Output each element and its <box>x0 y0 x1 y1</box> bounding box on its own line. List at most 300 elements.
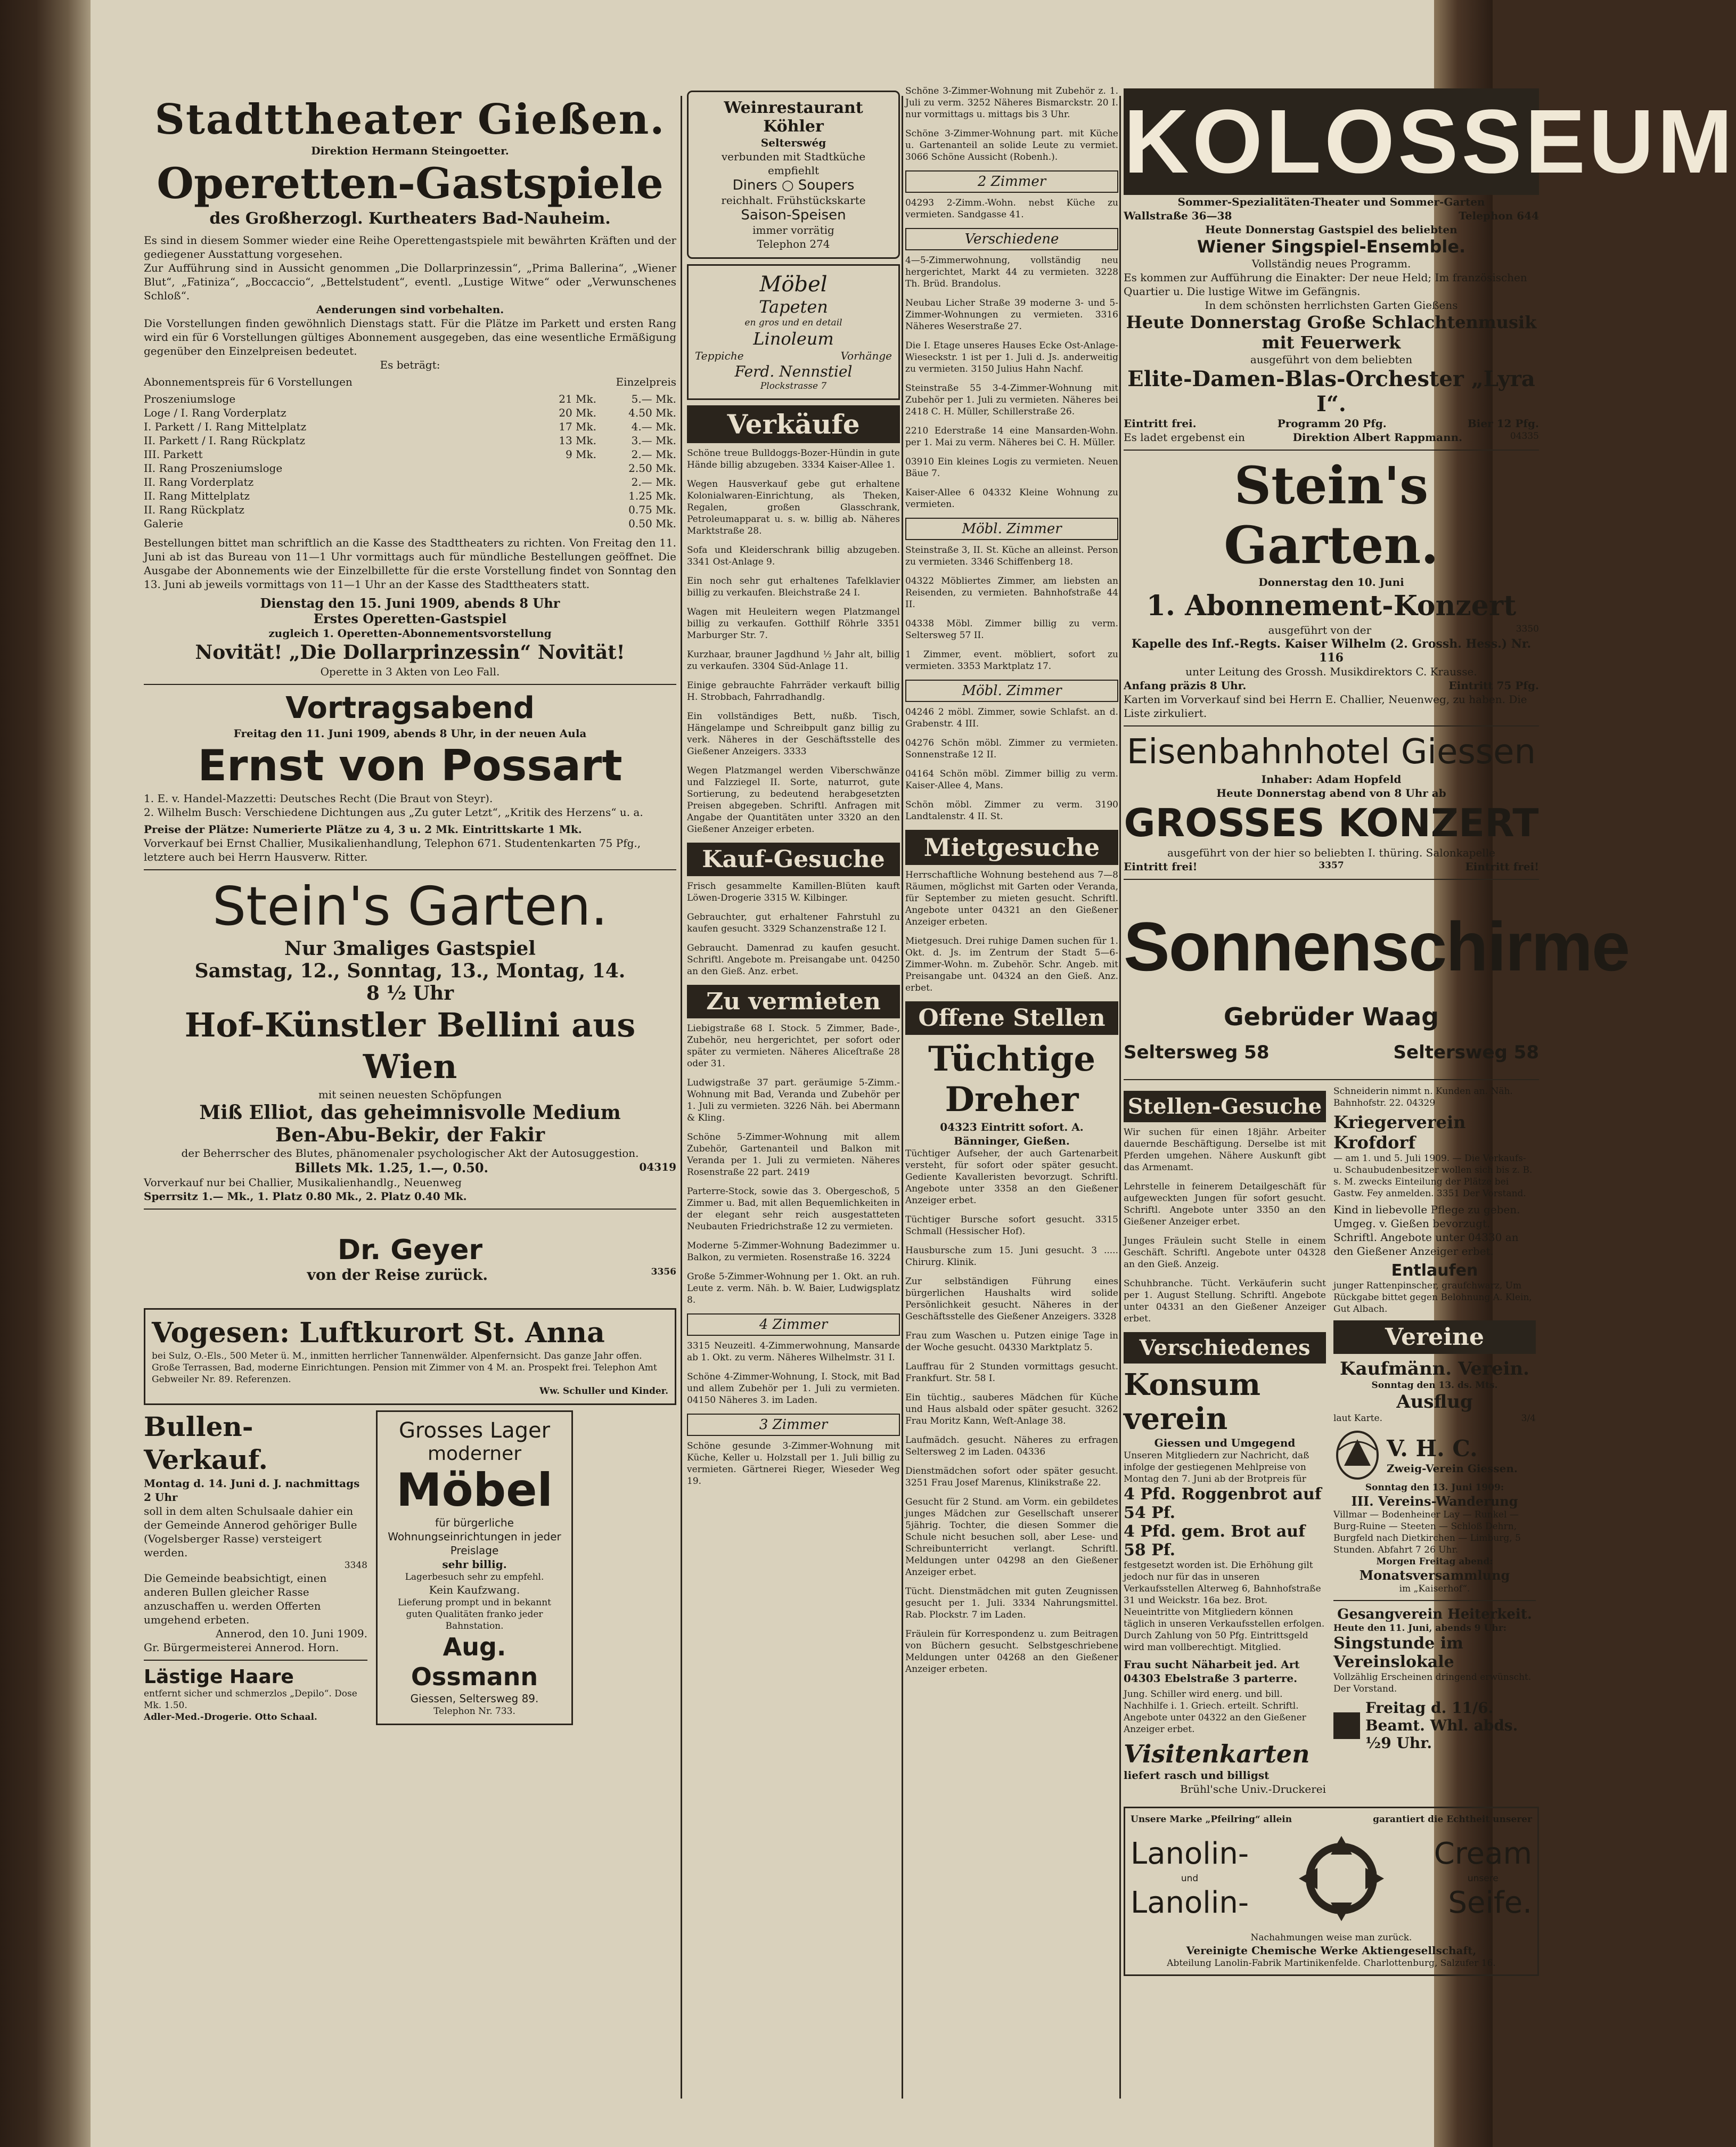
vhc-title: V. H. C. <box>1387 1435 1478 1462</box>
moebl2-header: Möbl. Zimmer <box>905 680 1118 702</box>
price-head-left: Abonnementspreis für 6 Vorstellungen <box>144 375 353 388</box>
kolosseum-bier: Bier 12 Pfg. <box>1467 417 1539 430</box>
moebel-l2: Tapeten <box>759 297 828 317</box>
price-row <box>144 447 676 461</box>
price-row <box>144 406 676 420</box>
kaufm-b: laut Karte. <box>1333 1413 1383 1424</box>
price-row <box>144 420 676 434</box>
price-seat: II. Rang Proszeniumsloge <box>144 462 283 475</box>
haare-title: Lästige Haare <box>144 1666 294 1688</box>
vhc-sub: Zweig-Verein Giessen. <box>1387 1462 1518 1475</box>
vogesen-title: Vogesen: Luftkurort St. Anna <box>152 1317 605 1349</box>
classified-item: Wegen Platzmangel werden Viberschwänze und Falzziegel II. Sorte, naturrot, gute Sortierung, zu bedeutend herabgesetzten Preisen abgegeben. Schriftl. Anfragen mit Angabe der Quantitäten unter 3320 an den Gießener Anzeiger erbeten. <box>687 765 900 835</box>
kolosseum-prog: Vollständig neues Programm. <box>1251 257 1411 270</box>
classified-item: Schöne gesunde 3-Zimmer-Wohnung mit Küche, Keller u. Holzstall per 1. Juli billig zu vermieten. Gärtnerei Rieger, Wieseder Weg 19. <box>687 1441 900 1487</box>
kolosseum-ad <box>1124 75 1736 444</box>
vier-zimmer-list <box>687 1340 900 1406</box>
konsum-sub: Giessen und Umgegend <box>1154 1436 1296 1449</box>
kind-ad: Kind in liebevolle Pflege zu geben. Umgeg. v. Gießen bevorzugt. Schriftl. Angebote unter 04330 an den Gießener Anzeiger erbet. <box>1333 1203 1520 1258</box>
stein-tickets: Billets Mk. 1.25, 1.—, 0.50. <box>294 1160 488 1175</box>
vortrag-ad <box>144 690 676 864</box>
changes-head: Aenderungen sind vorbehalten. <box>316 303 504 316</box>
price-single: 2.— Mk. <box>631 448 676 461</box>
kaufm-date: Sonntag den 13. ds. Mts. <box>1371 1380 1498 1391</box>
vier-zimmer-header: 4 Zimmer <box>687 1313 900 1336</box>
verkaeufe-header: Verkäufe <box>687 405 900 443</box>
stein2-concert: 1. Abonnement-Konzert <box>1146 590 1517 622</box>
price-single: 4.— Mk. <box>631 420 676 433</box>
classified-item: Herrschaftliche Wohnung bestehend aus 7—8 Räumen, möglichst mit Garten oder Veranda, für September zu mieten gesucht. Schriftl. Angebote unter 04321 an den Gießener Anzeiger erbeten. <box>905 870 1118 927</box>
changes-text: Die Vorstellungen finden gewöhnlich Dienstags statt. Für die Plätze im Parkett und ersten Rang wird ein für 6 Vorstellungen gültiges Abonnement ausgegeben, das eine wesentliche Ermäßigung gegenüber den Einzelpreisen bedeutet. <box>144 317 676 357</box>
kolosseum-sub: Sommer-Spezialitäten-Theater und Sommer-Garten <box>1177 195 1485 208</box>
moebl2-list <box>905 706 1118 822</box>
lager-l6: Lagerbesuch sehr zu empfehl. <box>405 1572 544 1582</box>
price-head-right: Einzelpreis <box>616 375 676 388</box>
classified-item: Lehrstelle in feinerem Detailgeschäft für aufgeweckten Jungen für sofort gesucht. Schriftl. Angebote unter 3350 an den Gießener Anzeiger erbet. <box>1124 1181 1326 1227</box>
classified-item: Schöne 3-Zimmer-Wohnung part. mit Küche u. Gartenanteil an solide Leute zu vermiet. 3066 Schöne Aussicht (Robenh.). <box>905 128 1118 162</box>
vortrag-date: Freitag den 11. Juni 1909, abends 8 Uhr, in der neuen Aula <box>233 727 587 740</box>
gesang-date: Heute den 11. Juni, abends 9 Uhr: <box>1333 1623 1506 1634</box>
koehler-l3: Diners ○ Soupers <box>732 177 855 193</box>
price-single: 1.25 Mk. <box>628 489 676 502</box>
bullen-code: 3348 <box>344 1560 367 1571</box>
geyer-name: Dr. Geyer <box>337 1234 482 1266</box>
vermieten-header: Zu vermieten <box>687 985 900 1018</box>
eisenbahn-konzert: GROSSES KONZERT <box>1124 801 1539 845</box>
classified-item: 04338 Möbl. Zimmer billig zu verm. Seltersweg 57 II. <box>905 618 1118 641</box>
koehler-ad <box>687 91 900 259</box>
verschiedene-header: Verschiedene <box>905 228 1118 250</box>
theater-plays: Zur Aufführung sind in Aussicht genommen „Die Dollarprinzessin“, „Prima Ballerina“, „Wiener Blut“, „Fatiniza“, „Boccaccio“, „Bettelstudent“, eventl. „Lustige Witwe“ oder „Verwunschenes Schloß“. <box>144 262 676 302</box>
moebel-l3: en gros und en detail <box>744 317 842 328</box>
koehler-l2: empfiehlt <box>767 164 820 177</box>
book-spine <box>0 0 91 2147</box>
first-guest: Erstes Operetten-Gastspiel <box>313 611 507 626</box>
pfeilring-top2: garantiert die Echtheit unserer <box>1373 1814 1532 1825</box>
possart-name: Ernst von Possart <box>198 741 623 790</box>
moebel-l6: Vorhänge <box>840 349 892 362</box>
classified-item: Ein vollständiges Bett, nußb. Tisch, Hängelampe und Schreibpult ganz billig zu verk. Näheres in der Geschäftsstelle des Gießener Anzeigers. 3333 <box>687 711 900 757</box>
konsum-rest: festgesetzt worden ist. Die Erhöhung gilt jedoch nur für das in unseren Verkaufsstellen Alterweg 6, Bahnhofstraße 31 und Weickstr. 16a bez. Brot. Neueintritte von Mitgliedern können täglich in unseren Verkaufsstellen erfolgen. Durch Zahlung von 50 Pfg. Eintrittsgeld wird man vollberechtigt. Mitglied. <box>1124 1560 1325 1653</box>
kolosseum-heute: Heute Donnerstag Große Schlachtenmusik mit Feuerwerk <box>1126 312 1537 353</box>
classified-item: 03910 Ein kleines Logis zu vermieten. Neuen Bäue 7. <box>905 456 1118 479</box>
price-seat: II. Rang Vorderplatz <box>144 476 254 488</box>
price-seat: II. Parkett / I. Rang Rückplatz <box>144 434 306 447</box>
column-1 <box>144 75 676 2115</box>
pfeilring-top: Unsere Marke „Pfeilring“ allein <box>1131 1814 1292 1825</box>
column-2 <box>687 75 900 2115</box>
price-row <box>144 517 676 530</box>
classified-item: Fräulein für Korrespondenz u. zum Beitragen von Büchern gesucht. Selbstgeschriebene Meldungen unter 04268 an den Gießener Anzeiger erbeten. <box>905 1629 1118 1675</box>
classified-item: Ein noch sehr gut erhaltenes Tafelklavier billig zu verkaufen. Bleichstraße 24 I. <box>687 576 900 598</box>
haare-shop: Adler-Med.-Drogerie. Otto Schaal. <box>144 1712 317 1723</box>
nennstiel-ad <box>687 264 900 400</box>
moebl-header: Möbl. Zimmer <box>905 518 1118 540</box>
classified-item: 04276 Schön möbl. Zimmer zu vermieten. Sonnenstraße 12 II. <box>905 738 1118 760</box>
price-single: 4.50 Mk. <box>628 406 676 419</box>
lager-l3: Möbel <box>396 1464 553 1517</box>
classified-item: Schöne treue Bulldoggs-Bozer-Hündin in gute Hände billig abzugeben. 3334 Kaiser-Allee 1. <box>687 448 900 470</box>
column-rule <box>681 96 682 2099</box>
drei-zimmer-header: 3 Zimmer <box>687 1414 900 1436</box>
bellini-name: Hof-Künstler Bellini aus Wien <box>184 1006 636 1086</box>
visit-title: Visitenkarten <box>1124 1740 1310 1768</box>
koehler-l5: Saison-Speisen <box>741 207 846 223</box>
kolosseum-by: ausgeführt von dem beliebten <box>1250 353 1413 366</box>
classified-item: Hausbursche zum 15. Juni gesucht. 3 ..... Chirurg. Klinik. <box>905 1245 1118 1268</box>
column-rule <box>902 96 903 2099</box>
medium-line: Miß Elliot, das geheimnisvolle Medium <box>199 1101 621 1124</box>
lager-l7: Kein Kaufzwang. <box>429 1583 520 1596</box>
price-single: 2.— Mk. <box>631 476 676 488</box>
lager-l10: Giessen, Seltersweg 89. <box>410 1692 539 1705</box>
entlaufen-title: Entlaufen <box>1391 1261 1478 1280</box>
bullen-ad <box>144 1410 367 1725</box>
eisenbahn-today: Heute Donnerstag abend von 8 Uhr ab <box>1216 787 1446 799</box>
price-row <box>144 392 676 406</box>
price-seat: III. Parkett <box>144 448 203 461</box>
price-abo <box>517 461 596 475</box>
classified-item: Neubau Licher Straße 39 moderne 3- und 5-Zimmer-Wohnungen zu vermieten. 3316 Näheres Weserstraße 27. <box>905 298 1118 332</box>
sonnenschirme-ad <box>1124 885 1629 1074</box>
classified-item: 3315 Neuzeitl. 4-Zimmerwohnung, Mansarde ab 1. Okt. zu verm. Näheres Wilhelmstr. 31 I. <box>687 1341 900 1363</box>
vhc-date: Sonntag den 13. Juni 1909: <box>1365 1482 1504 1493</box>
vortrag-prices: Preise der Plätze: Numerierte Plätze zu 4, 3 u. 2 Mk. Eintrittskarte 1 Mk. <box>144 823 582 836</box>
kaufm-title: Kaufmänn. Verein. <box>1340 1358 1529 1379</box>
operetta-headline: Operetten-Gastspiele <box>157 158 664 208</box>
classified-item: Tücht. Dienstmädchen mit guten Zeugnissen gesucht per 1. Juli. 3334 Nahrungsmittel. Rab. Plockstr. 7 im Laden. <box>905 1586 1118 1620</box>
price-row <box>144 434 676 447</box>
moebel-l1: Möbel <box>759 272 828 297</box>
kaufgesuche-list <box>687 880 900 977</box>
classified-item: Große 5-Zimmer-Wohnung per 1. Okt. an ruh. Leute z. verm. Näh. b. W. Baier, Ludwigsplatz 8. <box>687 1271 900 1305</box>
dreher-sub: 04323 Eintritt sofort. A. Bänninger, Gießen. <box>940 1121 1084 1147</box>
lager-l9: Aug. Ossmann <box>411 1632 538 1691</box>
col4-right <box>1333 1085 1536 1796</box>
theater-intro: Es sind in diesem Sommer wieder eine Reihe Operettengastspiele mit bewährten Kräften und der gediegener Ausstattung vorgesehen. <box>144 234 676 260</box>
vermieten-list <box>687 1023 900 1306</box>
kolosseum-tel: Telephon 644 <box>1459 209 1539 222</box>
visit-sub: liefert rasch und billigst <box>1124 1769 1270 1782</box>
stein-seats: Sperrsitz 1.— Mk., 1. Platz 0.80 Mk., 2. Platz 0.40 Mk. <box>144 1190 467 1203</box>
koehler-l1: verbunden mit Stadtküche <box>721 150 866 163</box>
waag-street-right: Seltersweg 58 <box>1393 1042 1539 1063</box>
price-seat: I. Parkett / I. Rang Mittelplatz <box>144 420 307 433</box>
theater-direction: Direktion Hermann Steingoetter. <box>311 144 509 157</box>
classified-item: Tüchtiger Bursche sofort gesucht. 3315 Schmall (Hessischer Hof). <box>905 1214 1118 1237</box>
price-abo <box>517 517 596 530</box>
classified-item: Steinstraße 55 3-4-Zimmer-Wohnung mit Zubehör per 1. Juli zu vermieten. Näheres bei 2418 C. H. Müller, Schillerstraße 26. <box>905 383 1118 417</box>
eisenbahn-by: ausgeführt von der hier so beliebten I. thüring. Salonkapelle <box>1167 846 1495 859</box>
schiller-nachhilfe: Jung. Schiller wird energ. und bill. Nachhilfe i. 1. Griech. erteilt. Schriftl. Angebote unter 04322 an den Gießener Anzeiger erbet. <box>1124 1689 1306 1735</box>
stein2-code: 3350 <box>1516 624 1539 634</box>
classified-item: Einige gebrauchte Fahrräder verkauft billig H. Strobbach, Fahrradhandlg. <box>687 680 900 703</box>
classified-item: Sofa und Kleiderschrank billig abzugeben. 3341 Ost-Anlage 9. <box>687 545 900 567</box>
classified-item: Junges Fräulein sucht Stelle in einem Geschäft. Schriftl. Angebote unter 04328 an den Gieß. Anzeig. <box>1124 1236 1326 1270</box>
kolosseum-garden: In dem schönsten herrlichsten Garten Gießens <box>1205 299 1458 312</box>
vogesen-owner: Ww. Schuller und Kinder. <box>539 1386 668 1397</box>
vortrag-p1: 1. E. v. Handel-Mazzetti: Deutsches Recht (Die Braut von Steyr). <box>144 792 493 805</box>
koehler-title: Weinrestaurant Köhler <box>724 99 863 136</box>
freitag-l3: ½9 Uhr. <box>1365 1734 1432 1752</box>
stein2-entry: Eintritt 75 Pfg. <box>1448 679 1539 692</box>
classified-item: Schuhbranche. Tücht. Verkäuferin sucht per 1. August Stellung. Schriftl. Angebote unter 04331 an den Gießener Anzeiger erbet. <box>1124 1278 1326 1324</box>
novelty-line: Novität! „Die Dollarprinzessin“ Novität! <box>195 641 625 664</box>
pfeilring-left1: Lanolin- <box>1131 1836 1249 1871</box>
price-row <box>144 489 676 503</box>
dreher-title: Tüchtige Dreher <box>928 1039 1096 1120</box>
gesang-sing: Singstunde im Vereinslokale <box>1333 1634 1463 1671</box>
eisenbahn-title: Eisenbahnhotel Giessen <box>1126 732 1536 772</box>
price-abo: 21 Mk. <box>559 393 596 405</box>
lager-l5: sehr billig. <box>442 1558 507 1571</box>
price-abo: 17 Mk. <box>559 420 596 433</box>
kolosseum-code: 04335 <box>1510 431 1539 442</box>
konsum-gem: 4 Pfd. gem. Brot auf 58 Pf. <box>1124 1522 1305 1560</box>
classified-item: 1 Zimmer, event. möbliert, sofort zu vermieten. 3353 Marktplatz 17. <box>905 649 1118 672</box>
classified-item: Liebigstraße 68 I. Stock. 5 Zimmer, Bade-, Zubehör, neu hergerichtet, per sofort oder später zu vermieten. Näheres Aliceſtraße 28 oder 31. <box>687 1023 900 1069</box>
stein-konzert-ad <box>1124 456 1539 720</box>
price-seat: II. Rang Mittelplatz <box>144 489 250 502</box>
pfeilring-small: Nachahmungen weise man zurück. <box>1250 1932 1412 1943</box>
kaufgesuche-header: Kauf-Gesuche <box>687 843 900 876</box>
operette-line: Operette in 3 Akten von Leo Fall. <box>320 665 500 678</box>
classified-item: Steinstraße 3, II. St. Küche an alleinst. Person zu vermieten. 3346 Schiffenberg 18. <box>905 545 1118 567</box>
kolosseum-ensemble: Wiener Singspiel-Ensemble. <box>1197 236 1466 257</box>
classified-item: Ein tüchtig., sauberes Mädchen für Küche und Haus alsbald oder später gesucht. 3262 Frau Moritz Kann, Weſt-Anlage 38. <box>905 1392 1118 1426</box>
classified-item: Kaiser-Allee 6 04332 Kleine Wohnung zu vermieten. <box>905 487 1118 510</box>
newspaper-sheet <box>122 75 1736 2115</box>
price-abo: 9 Mk. <box>565 448 596 461</box>
eisenbahnhotel-ad <box>1124 732 1539 874</box>
price-single: 2.50 Mk. <box>628 462 676 475</box>
pfeilring-right1: Cream <box>1434 1836 1532 1871</box>
col4-left <box>1124 1085 1326 1796</box>
stellengesuche-header: Stellen-Gesuche <box>1124 1091 1326 1122</box>
stein2-start: Anfang präzis 8 Uhr. <box>1124 679 1247 692</box>
price-abo <box>517 475 596 489</box>
price-table <box>144 392 676 530</box>
lager-l1: Grosses Lager <box>398 1418 551 1443</box>
theater-date: Dienstag den 15. Juni 1909, abends 8 Uhr <box>260 595 560 611</box>
stein-gastspiel-ad <box>144 876 676 1203</box>
column-3 <box>905 75 1118 2115</box>
kaufm-a: Ausflug <box>1396 1391 1473 1413</box>
classified-item: Dienstmädchen sofort oder später gesucht. 3251 Frau Josef Marenus, Klinikstraße 22. <box>905 1466 1118 1488</box>
price-seat: Loge / I. Rang Vorderplatz <box>144 406 286 419</box>
vhc-mon: Monatsversammlung <box>1359 1568 1510 1583</box>
waag-firm: Gebrüder Waag <box>1223 1002 1439 1031</box>
theater-ad <box>144 75 676 679</box>
gesang-title: Gesangverein Heiterkeit. <box>1337 1606 1532 1622</box>
vhc-in: im „Kaiserhof“. <box>1399 1583 1470 1594</box>
eisenbahn-owner: Inhaber: Adam Hopfeld <box>1261 773 1402 786</box>
lager-l4: für bürgerliche Wohnungseinrichtungen in jeder Preislage <box>388 1516 561 1557</box>
stellengesuche-list <box>1124 1126 1326 1325</box>
stein2-title: Stein's Garten. <box>1224 455 1439 575</box>
kolosseum-invite: Es ladet ergebenst ein <box>1124 431 1245 444</box>
eisenbahn-entry2: Eintritt frei! <box>1465 860 1539 873</box>
lager-l11: Telephon Nr. 733. <box>433 1706 515 1717</box>
lager-l8: Lieferung prompt und in bekannt guten Qualitäten franko jeder Bahnstation. <box>397 1597 551 1631</box>
stein-sub: Nur 3maliges Gastspiel <box>284 937 536 960</box>
classified-item: Mietgesuch. Drei ruhige Damen suchen für 1. Okt. d. Js. im Zentrum der Stadt 5—6-Zimmer-Wohn. m. Zubehör. Schr. Angeb. mit Preisangabe unt. 04324 an den Gieß. Anz. erbet. <box>905 936 1118 993</box>
theater-title: Stadttheater Gießen. <box>154 95 666 144</box>
bullen-date: Montag d. 14. Juni d. J. nachmittags 2 Uhr <box>144 1477 360 1504</box>
eisenbahn-entry: Eintritt frei! <box>1124 860 1198 873</box>
price-abo <box>517 489 596 503</box>
vogesen-ad <box>144 1308 676 1405</box>
classified-item: Kurzhaar, brauner Jagdhund ½ Jahr alt, billig zu verkaufen. 3304 Süd-Anlage 11. <box>687 649 900 672</box>
vhc-emblem-icon <box>1333 1428 1381 1482</box>
price-row <box>144 475 676 489</box>
bullen-place: Annerod, den 10. Juni 1909. <box>216 1627 367 1640</box>
kaufm-code: 3/4 <box>1521 1413 1536 1424</box>
krieger-text: — am 1. und 5. Juli 1909. — Die Verkaufs- u. Schaubudenbesitzer wollen sich bis z. B. s. M. zwecks Einteilung der Plätze bei Gastw. Fey anmelden. 3351 Der Vorstand. <box>1333 1153 1533 1199</box>
kolosseum-elite: Elite-Damen-Blas-Orchester „Lyra I“. <box>1127 366 1535 417</box>
classified-item: Moderne 5-Zimmer-Wohnung Badezimmer u. Balkon, zu vermieten. Rosenstraße 16. 3224 <box>687 1240 900 1263</box>
bullen-sign: Gr. Bürgermeisterei Annerod. Horn. <box>144 1641 339 1654</box>
orders-text: Bestellungen bittet man schriftlich an die Kasse des Stadttheaters zu richten. Von Freitag den 11. Juni ab ist das Bureau von 11—1 Uhr vormittags auch für mündliche Bestellungen geöffnet. Die Ausgabe der Abonnements wie der Einzelbillette für die erste Vorstellung findet von Sonntag den 13. Juni ab jeweils vormittags von 11—1 Uhr an der Kasse des Stadttheaters statt. <box>144 536 676 591</box>
stein2-presale: Karten im Vorverkauf sind bei Herrn E. Challier, Neuenweg, zu haben. Die Liste zirkuliert. <box>1124 693 1527 720</box>
gesang-text: Vollzählig Erscheinen dringend erwünscht. Der Vorstand. <box>1333 1672 1532 1694</box>
stein2-kapelle: Kapelle des Inf.-Regts. Kaiser Wilhelm (2. Grossh. Hess.) Nr. 116 <box>1131 637 1532 665</box>
classified-item: 04246 2 möbl. Zimmer, sowie Schlafst. an d. Grabenstr. 4 III. <box>905 707 1118 729</box>
classified-item: Gebraucht. Damenrad zu kaufen gesucht. Schriftl. Angebote m. Preisangabe unt. 04250 an den Gieß. Anz. erbet. <box>687 943 900 977</box>
waag-street-left: Seltersweg 58 <box>1124 1042 1270 1063</box>
price-abo: 20 Mk. <box>559 406 596 419</box>
pfeilring-firm: Vereinigte Chemische Werke Aktiengesellschaft, <box>1186 1944 1477 1957</box>
price-abo: 13 Mk. <box>559 434 596 447</box>
column-rule <box>1119 96 1121 2099</box>
zwei-zimmer-header: 2 Zimmer <box>905 170 1118 193</box>
price-single: 5.— Mk. <box>631 393 676 405</box>
kolosseum-addr: Wallstraße 36—38 <box>1124 209 1232 222</box>
price-seat: Proszeniumsloge <box>144 393 236 405</box>
koehler-l6: immer vorrätig <box>752 224 834 236</box>
moebel-l8: Plockstrasse 7 <box>760 381 827 391</box>
koehler-tel: Telephon 274 <box>757 238 830 250</box>
fakir-line: Ben-Abu-Bekir, der Fakir <box>275 1124 545 1146</box>
vhc-wand: III. Vereins-Wanderung <box>1351 1493 1518 1509</box>
koehler-street: Selterswég <box>760 136 826 149</box>
classified-item: Schön möbl. Zimmer zu verm. 3190 Landtalenstr. 4 II. St. <box>905 799 1118 822</box>
classified-item: Ludwigstraße 37 part. geräumige 5-Zimm.-Wohnung mit Bad, Veranda und Zubehör per 1. Juli zu vermieten. 3226 Näh. bei Abermann & Kling. <box>687 1077 900 1123</box>
classified-item: Schöne 3-Zimmer-Wohnung mit Zubehör z. 1. Juli zu verm. 3252 Näheres Bismarckstr. 20 I. nur vormittags u. mittags bis 3 Uhr. <box>905 86 1118 120</box>
kurtheater-sub: des Großherzogl. Kurtheaters Bad-Nauheim. <box>209 209 611 228</box>
kolosseum-entry: Eintritt frei. <box>1124 417 1197 430</box>
verschiedene-list <box>905 255 1118 510</box>
vortrag-presale: Vorverkauf bei Ernst Challier, Musikalienhandlung, Telephon 671. Studentenkarten 75 Pfg., letztere auch bei Herrn Hausverw. Ritter. <box>144 837 641 863</box>
kolosseum-dir: Direktion Albert Rappmann. <box>1292 431 1463 444</box>
bellini-with: mit seinen neuesten Schöpfungen <box>318 1088 502 1101</box>
classified-item: Gesucht für 2 Stund. am Vorm. ein gebildetes junges Mädchen zur Gesellschaft unserer 5jährig. Tochter, die diesen Sommer die Schule nicht besuchen soll, aber Lese- und Schreibunterricht verlangt. Schriftl. Meldungen unter 04298 an den Gießener Anzeiger erbet. <box>905 1497 1118 1578</box>
classified-item: Laufmädch. gesucht. Näheres zu erfragen Seltersweg 2 im Laden. 04336 <box>905 1435 1118 1457</box>
ossmann-ad <box>376 1410 573 1725</box>
classified-item: Zur selbständigen Führung eines bürgerlichen Haushalts wird solide Persönlichkeit gesucht. Näheres in der Geschäftsstelle des Gießener Anzeigers. 3328 <box>905 1276 1118 1322</box>
vhc-route: Villmar — Bodenheiner Lay — Runkel — Burg-Ruine — Steeten — Schloß Dehrn, Burgfeld nach Dietkirchen — Limburg, 5 Stunden. Abfahrt 7 26 Uhr. <box>1333 1509 1521 1555</box>
classified-item: 4—5-Zimmerwohnung, vollständig neu hergerichtet, Markt 44 zu vermieten. 3228 Th. Brüd. Brandolus. <box>905 255 1118 289</box>
price-single: 0.75 Mk. <box>628 503 676 516</box>
moebel-l4: Linoleum <box>753 329 834 349</box>
classified-item: Frau zum Waschen u. Putzen einige Tage in der Woche gesucht. 04330 Marktplatz 5. <box>905 1330 1118 1353</box>
geyer-ad <box>144 1215 676 1303</box>
schneiderin: Schneiderin nimmt n. Kunden an. Näh. Bahnhofstr. 22. 04329 <box>1333 1086 1513 1108</box>
vereine-header: Vereine <box>1333 1320 1536 1354</box>
offene-stellen-list <box>905 1148 1118 1675</box>
classified-item: Parterre-Stock, sowie das 3. Obergeschoß, 5 Zimmer u. Bad, mit allen Bequemlichkeiten in der elegant sehr reich ausgestatteten Neubauten Friedrichstraße 12 zu vermieten. <box>687 1186 900 1232</box>
konsum-title: Konsum verein <box>1124 1367 1261 1436</box>
kolosseum-programm: Programm 20 Pfg. <box>1277 417 1387 430</box>
lager-l2: moderner <box>427 1443 522 1465</box>
classified-item: Wegen Hausverkauf gebe gut erhaltene Kolonialwaren-Einrichtung, als Theken, Regalen, großen Glasschrank, Petroleumapparat u. s. w. billig ab. Näheres Marktstraße 28. <box>687 479 900 536</box>
mietgesuche-list <box>905 869 1118 994</box>
classified-item: Gebrauchter, gut erhaltener Fahrstuhl zu kaufen gesucht. 3329 Schanzenstraße 12 I. <box>687 912 900 934</box>
offene-stellen-header: Offene Stellen <box>905 1001 1118 1035</box>
column-4 <box>1124 75 1736 2115</box>
visit-by: Brühl'sche Univ.-Druckerei <box>1180 1783 1326 1795</box>
koehler-l4: reichhalt. Frühstückskarte <box>721 194 866 207</box>
fakir-desc: der Beherrscher des Blutes, phänomenaler psychologischer Akt der Autosuggestion. <box>181 1147 639 1160</box>
classified-item: 2210 Ederstraße 14 eine Mansarden-Wohn. per 1. Mai zu verm. Näheres bei C. H. Müller. <box>905 426 1118 448</box>
verkaeufe-list <box>687 447 900 835</box>
classified-item: 04322 Möbliertes Zimmer, am liebsten an Reisenden, zu vermieten. Bahnhofstraße 44 II. <box>905 576 1118 610</box>
kolosseum-title: KOLOSSEUM <box>1124 88 1539 195</box>
classified-item: Wagen mit Heuleitern wegen Platzmangel billig zu verkaufen. Gotthilf Röhrle 3351 Marburger Str. 7. <box>687 607 900 641</box>
price-abo <box>517 503 596 517</box>
top-listings <box>905 75 1118 163</box>
geyer-code: 3356 <box>651 1267 676 1277</box>
stein2-lead: unter Leitung des Grossh. Musikdirektors C. Krausse. <box>1185 665 1477 678</box>
stein-dates: Samstag, 12., Sonntag, 13., Montag, 14. <box>194 960 626 982</box>
pfeilring-unsere: unsere <box>1467 1873 1498 1884</box>
pfeilring-logo-icon <box>1288 1825 1395 1932</box>
classified-item: Schöne 4-Zimmer-Wohnung, I. Stock, mit Bad und allem Zubehör per 1. Juli zu vermieten. 04150 Näheres 3. im Laden. <box>687 1372 900 1406</box>
classified-item: Lauffrau für 2 Stunden vormittags gesucht. Frankfurt. Str. 58 I. <box>905 1361 1118 1384</box>
stein-code: 04319 <box>639 1161 676 1173</box>
eisenbahn-code: 3357 <box>1319 860 1344 871</box>
moebl-list <box>905 544 1118 672</box>
sonnenschirme-title: Sonnenschirme <box>1124 908 1629 985</box>
entlaufen-text: junger Rattenpinscher, graufchwarz, Um Rückgabe bittet gegen Belohnung A. Klein, Gut Albach. <box>1333 1280 1532 1315</box>
price-single: 0.50 Mk. <box>628 517 676 530</box>
konsum-roggen: 4 Pfd. Roggenbrot auf 54 Pf. <box>1124 1485 1322 1522</box>
freitag-l2: Beamt. Whl. abds. <box>1365 1717 1518 1734</box>
price-row <box>144 503 676 517</box>
stein-presale: Vorverkauf nur bei Challier, Musikalienhandlg., Neuenweg <box>144 1176 462 1189</box>
bullen-title: Bullen-Verkauf. <box>144 1411 268 1475</box>
classified-item: Frisch gesammelte Kamillen-Blüten kauft Löwen-Drogerie 3315 W. Kilbinger. <box>687 881 900 903</box>
haare-text: entfernt sicher und schmerzlos „Depilo“. Dose Mk. 1.50. <box>144 1688 357 1711</box>
price-seat: II. Rang Rückplatz <box>144 503 244 516</box>
drei-zimmer-list <box>687 1440 900 1487</box>
price-single: 3.— Mk. <box>631 434 676 447</box>
stein-time: 8 ½ Uhr <box>366 982 454 1005</box>
square-mark-icon <box>1333 1712 1360 1739</box>
pfeilring-left2: Lanolin- <box>1131 1885 1249 1920</box>
price-row <box>144 461 676 475</box>
price-seat: Galerie <box>144 517 183 530</box>
moebel-l7: Ferd. Nennstiel <box>734 363 853 380</box>
pfeilring-firm2: Abteilung Lanolin-Fabrik Martinikenfelde. Charlottenburg, Salzufer 16. <box>1167 1958 1496 1969</box>
vortrag-p2: 2. Wilhelm Busch: Verschiedene Dichtungen aus „Zu guter Letzt“, „Kritik des Herzens“ u. a. <box>144 806 643 819</box>
vhc-meet: Morgen Freitag abend: <box>1376 1556 1493 1567</box>
it-costs: Es beträgt: <box>380 358 440 371</box>
kolosseum-today: Heute Donnerstag Gastspiel des beliebten <box>1205 223 1457 236</box>
bullen-text: soll in dem alten Schulsaale dahier ein der Gemeinde Annerod gehöriger Bulle (Vogelsberger Rasse) versteigert werden. <box>144 1505 357 1559</box>
vortrag-title: Vortragsabend <box>285 691 535 725</box>
pfeilring-right2: Seife. <box>1448 1885 1532 1920</box>
